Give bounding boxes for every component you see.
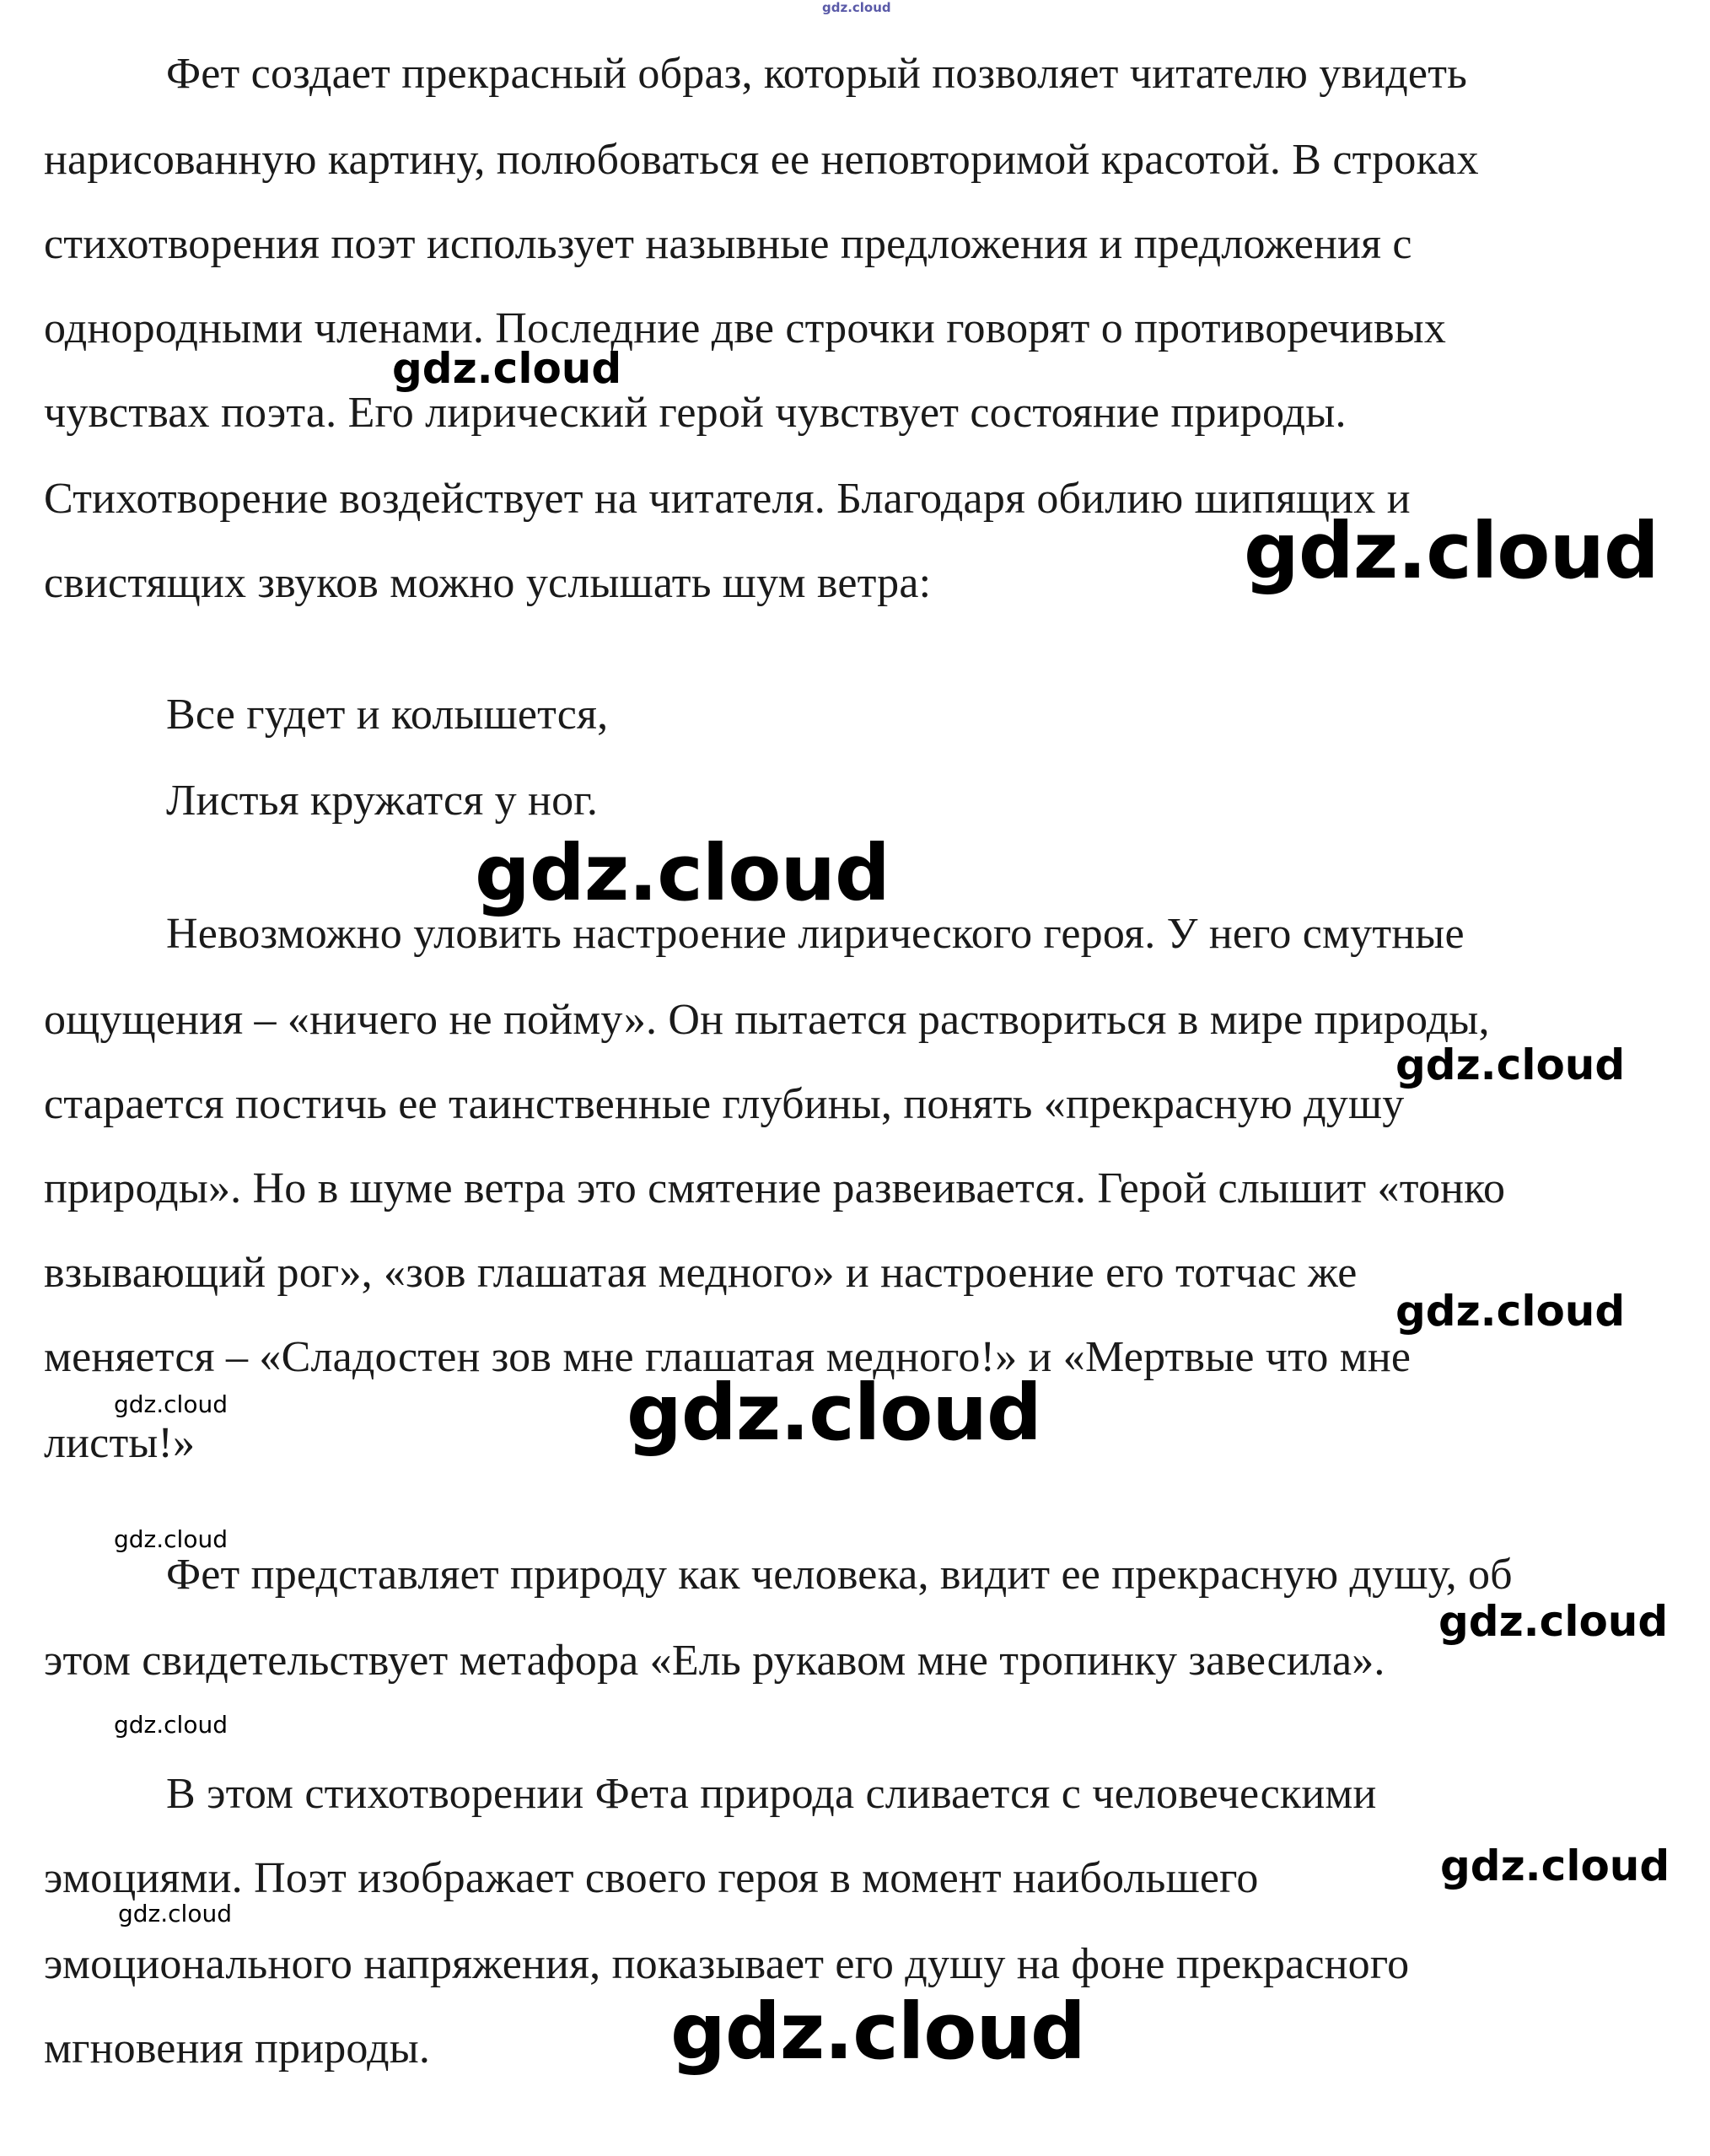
quote-line-2: Листья кружатся у ног. bbox=[166, 777, 599, 825]
watermark-logo: gdz.cloud bbox=[670, 1987, 1085, 2077]
watermark-logo: gdz.cloud bbox=[1438, 1597, 1669, 1646]
paragraph1-line-2: нарисованную картину, полюбоваться ее неповторимой красотой. В строках bbox=[44, 136, 1479, 184]
paragraph2-line-2: ощущения – «ничего не пойму». Он пытается раствориться в мире природы, bbox=[44, 996, 1490, 1044]
paragraph1-line-5: чувствах поэта. Его лирический герой чувствует состояние природы. bbox=[44, 389, 1347, 437]
paragraph1-line-1: Фет создает прекрасный образ, который позволяет читателю увидеть bbox=[166, 50, 1468, 98]
watermark-logo: gdz.cloud bbox=[1244, 506, 1659, 596]
paragraph3-line-2: этом свидетельствует метафора «Ель рукавом мне тропинку завесила». bbox=[44, 1637, 1385, 1685]
paragraph4-line-3: эмоционального напряжения, показывает его душу на фоне прекрасного bbox=[44, 1940, 1410, 1988]
watermark-logo: gdz.cloud bbox=[118, 1900, 232, 1927]
paragraph2-line-4: природы». Но в шуме ветра это смятение развеивается. Герой слышит «тонко bbox=[44, 1164, 1506, 1212]
paragraph1-line-6: Стихотворение воздействует на читателя. Благодаря обилию шипящих и bbox=[44, 475, 1411, 523]
quote-line-1: Все гудет и колышется, bbox=[166, 691, 609, 739]
paragraph4-line-1: В этом стихотворении Фета природа сливается с человеческими bbox=[166, 1770, 1377, 1818]
watermark-logo: gdz.cloud bbox=[114, 1711, 228, 1739]
paragraph2-line-3: старается постичь ее таинственные глубины, понять «прекрасную душу bbox=[44, 1080, 1405, 1128]
paragraph2-line-7: листы!» bbox=[44, 1419, 196, 1467]
paragraph2-line-6: меняется – «Сладостен зов мне глашатая медного!» и «Мертвые что мне bbox=[44, 1333, 1412, 1381]
watermark-logo: gdz.cloud bbox=[475, 828, 890, 918]
paragraph2-line-5: взывающий рог», «зов глашатая медного» и настроение его тотчас же bbox=[44, 1249, 1358, 1297]
paragraph2-line-1: Невозможно уловить настроение лирического героя. У него смутные bbox=[166, 910, 1465, 958]
watermark-logo: gdz.cloud bbox=[114, 1390, 228, 1418]
paragraph3-line-1: Фет представляет природу как человека, видит ее прекрасную душу, об bbox=[166, 1551, 1513, 1599]
paragraph4-line-4: мгновения природы. bbox=[44, 2024, 431, 2073]
paragraph1-line-4: однородными членами. Последние две строчки говорят о противоречивых bbox=[44, 304, 1447, 352]
paragraph1-line-3: стихотворения поэт использует назывные предложения и предложения с bbox=[44, 220, 1412, 268]
watermark-logo: gdz.cloud bbox=[1395, 1040, 1626, 1089]
watermark-logo: gdz.cloud bbox=[392, 344, 622, 393]
watermark-logo: gdz.cloud bbox=[1395, 1287, 1626, 1336]
watermark-logo: gdz.cloud bbox=[114, 1525, 228, 1553]
watermark-logo: gdz.cloud bbox=[1440, 1841, 1670, 1890]
paragraph1-line-7: свистящих звуков можно услышать шум ветра: bbox=[44, 559, 932, 607]
paragraph4-line-2: эмоциями. Поэт изображает своего героя в момент наибольшего bbox=[44, 1854, 1259, 1902]
watermark-logo: gdz.cloud bbox=[626, 1368, 1041, 1458]
watermark-logo-top: gdz.cloud bbox=[822, 0, 891, 15]
